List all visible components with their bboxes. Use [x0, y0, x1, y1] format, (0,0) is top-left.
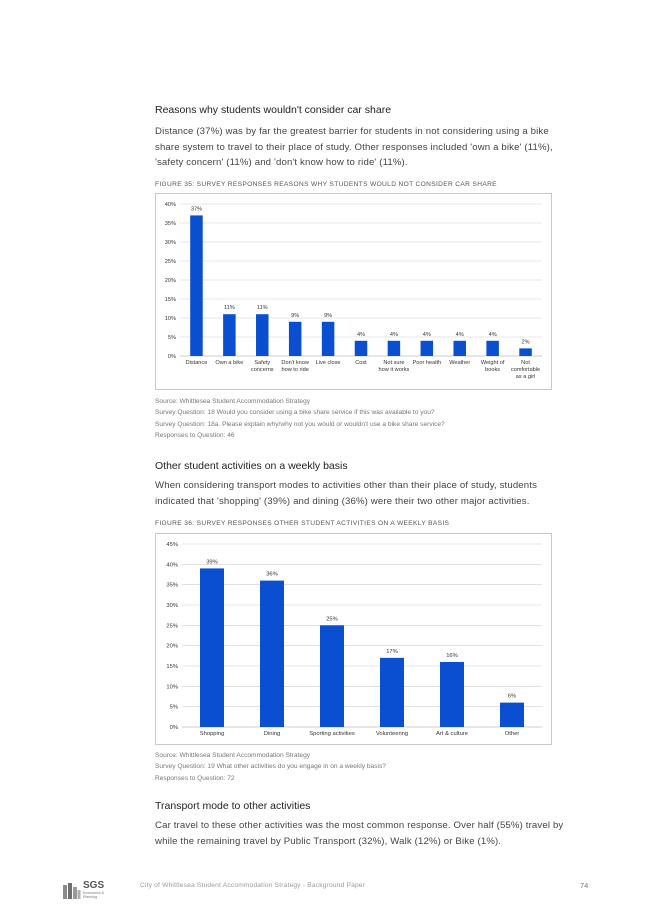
paragraph-line: while the remaining travel by Public Transport (32%), Walk (12%) or Bike (1%).	[155, 835, 502, 847]
sgs-logo-icon	[63, 881, 81, 899]
bar	[355, 341, 368, 356]
section-heading-transport-mode: Transport mode to other activities	[155, 800, 311, 812]
bar	[453, 341, 466, 356]
data-label: 4%	[455, 331, 464, 338]
paragraph-transport-mode	[155, 818, 595, 849]
y-tick-label: 35%	[164, 221, 176, 227]
data-label: 39%	[206, 559, 218, 566]
data-label: 36%	[266, 571, 278, 578]
data-label: 4%	[389, 331, 398, 338]
y-tick-label: 30%	[164, 240, 176, 246]
logo-subtitle: Economics & Planning	[83, 891, 104, 899]
x-tick-label-line: Weight of	[480, 360, 505, 366]
y-tick-label: 5%	[167, 335, 176, 341]
x-tick-label	[281, 360, 309, 373]
figure-caption-36: FIGURE 36: SURVEY RESPONSES OTHER STUDENT ACTIVITIES ON A WEEKLY BASIS	[155, 520, 450, 527]
y-tick-label: 45%	[166, 542, 178, 548]
data-label: 6%	[507, 693, 517, 700]
data-label: 16%	[446, 652, 458, 659]
y-tick-label: 15%	[166, 664, 178, 670]
x-tick-label-line: Art & culture	[436, 731, 468, 737]
x-tick-label	[251, 360, 274, 373]
x-tick-label	[264, 731, 280, 737]
data-label: 17%	[386, 648, 398, 655]
y-tick-label: 35%	[166, 582, 178, 589]
x-tick-label-line: Distance	[185, 360, 208, 366]
bar	[256, 314, 269, 356]
x-tick-label	[481, 360, 505, 373]
y-tick-label: 0%	[169, 725, 178, 731]
paragraph-line: share system to travel to their place of study. Other responses included 'own a bike' (11%),	[155, 141, 553, 153]
x-tick-label-line: Volunteering	[375, 731, 409, 737]
bar	[519, 348, 532, 356]
paragraph-line: Car travel to these other activities was the most common response. Over half (55%) travel by	[155, 820, 564, 831]
paragraph-line: When considering transport modes to activities other than their place of study, students	[155, 480, 538, 491]
source-block-36	[155, 750, 386, 784]
x-tick-label	[449, 360, 470, 366]
data-label: 4%	[356, 331, 366, 338]
bar	[388, 341, 401, 356]
x-tick-label-line: Dining	[263, 731, 281, 737]
y-tick-label: 10%	[164, 316, 176, 322]
x-tick-label-line: concerns	[250, 367, 274, 374]
x-tick-label-line: Safety	[254, 360, 271, 366]
data-label: 2%	[521, 339, 530, 346]
paragraph-line: 'safety concern' (11%) and 'don't know how to ride' (11%).	[155, 157, 408, 168]
figure-caption-35: FIGURE 35: SURVEY RESPONSES REASONS WHY STUDENTS WOULD NOT CONSIDER CAR SHARE	[155, 181, 497, 188]
y-tick-label: 5%	[169, 704, 178, 711]
chart-box-36	[155, 533, 552, 745]
bar	[190, 215, 203, 356]
x-tick-label-line: Not sure	[383, 360, 405, 366]
x-tick-label-line: Poor health	[412, 360, 442, 366]
bar	[200, 568, 224, 727]
x-tick-label-line: as a girl	[515, 374, 536, 381]
y-tick-label: 40%	[166, 562, 178, 569]
x-tick-label-line: Cost	[355, 360, 367, 366]
x-tick-label-line: books	[485, 367, 501, 374]
x-tick-label-line: Own a bike	[215, 360, 244, 366]
y-tick-label: 40%	[164, 202, 176, 208]
x-tick-label	[436, 731, 468, 737]
y-tick-label: 0%	[167, 354, 176, 360]
x-tick-label	[309, 731, 355, 737]
y-tick-label: 20%	[166, 643, 178, 650]
bar	[289, 322, 302, 356]
y-tick-label: 25%	[164, 259, 176, 265]
x-tick-label	[355, 360, 367, 366]
bar	[260, 581, 284, 727]
bar	[486, 341, 499, 356]
x-tick-label-line: Not	[521, 360, 530, 366]
x-tick-label	[316, 360, 341, 366]
data-label: 9%	[324, 312, 333, 319]
y-tick-label: 25%	[166, 623, 178, 630]
paragraph-line: Distance (37%) was by far the greatest barrier for students in not considering using a bike	[155, 126, 549, 137]
x-tick-label-line: comfortable	[510, 367, 541, 374]
data-label: 11%	[256, 305, 268, 312]
x-tick-label-line: Live close	[315, 360, 341, 366]
logo-wordmark: SGS	[83, 880, 105, 891]
x-tick-label-line: Don't know	[281, 360, 309, 366]
bar	[380, 658, 404, 727]
bar-chart-activities	[156, 534, 551, 744]
bar	[421, 341, 434, 356]
x-tick-label-line: Shopping	[199, 731, 225, 737]
bar	[322, 322, 335, 356]
x-tick-label	[200, 731, 225, 737]
y-tick-label: 30%	[166, 603, 178, 609]
source-line: Responses to Question: 72	[155, 774, 235, 782]
source-block-35	[155, 396, 445, 442]
sgs-logo	[63, 880, 109, 900]
bar-chart-car-share	[156, 194, 551, 389]
y-tick-label: 15%	[164, 297, 176, 303]
data-label: 37%	[190, 206, 203, 213]
paragraph-car-share	[155, 124, 595, 171]
bar	[223, 314, 236, 356]
data-label: 4%	[488, 331, 497, 338]
bar	[440, 662, 464, 727]
x-tick-label	[215, 360, 243, 366]
x-tick-label-line: how to ride	[281, 367, 309, 374]
y-tick-label: 10%	[166, 684, 178, 691]
section-heading-car-share: Reasons why students wouldn't consider car share	[155, 104, 392, 116]
bar	[320, 625, 344, 727]
x-tick-label	[505, 731, 520, 737]
x-tick-label	[413, 360, 442, 366]
data-label: 4%	[422, 331, 431, 338]
x-tick-label-line: Weather	[449, 360, 471, 366]
x-tick-label	[379, 360, 410, 373]
x-tick-label	[376, 731, 408, 737]
paragraph-line: indicated that 'shopping' (39%) and dining (36%) were their two other major activities.	[155, 495, 530, 507]
data-label: 25%	[326, 616, 338, 623]
source-line: Source: Whittlesea Student Accommodation Strategy	[155, 398, 311, 405]
x-tick-label	[511, 360, 540, 380]
x-tick-label-line: Other	[504, 731, 520, 737]
section-heading-activities: Other student activities on a weekly basis	[155, 460, 348, 472]
footer-title: City of Whittlesea Student Accommodation Strategy - Background Paper	[140, 882, 366, 889]
data-label: 9%	[291, 312, 300, 319]
chart-box-35	[155, 193, 552, 390]
page-number: 74	[580, 881, 589, 890]
x-tick-label-line: how it works	[378, 367, 410, 374]
paragraph-activities	[155, 478, 595, 509]
bar	[500, 703, 524, 727]
source-line: Survey Question: 18 Would you consider using a bike share service if this was available to you?	[155, 409, 435, 417]
x-tick-label	[186, 360, 208, 366]
data-label: 11%	[223, 305, 235, 312]
source-line: Responses to Question: 46	[155, 432, 235, 440]
y-tick-label: 20%	[164, 278, 176, 284]
source-line: Source: Whittlesea Student Accommodation Strategy	[155, 752, 311, 759]
source-line: Survey Question: 18a. Please explain why/why not you would or wouldn't use a bike share service?	[155, 420, 445, 428]
source-line: Survey Question: 19 What other activities do you engage in on a weekly basis?	[155, 763, 386, 771]
x-tick-label-line: Sporting activities	[309, 731, 355, 737]
